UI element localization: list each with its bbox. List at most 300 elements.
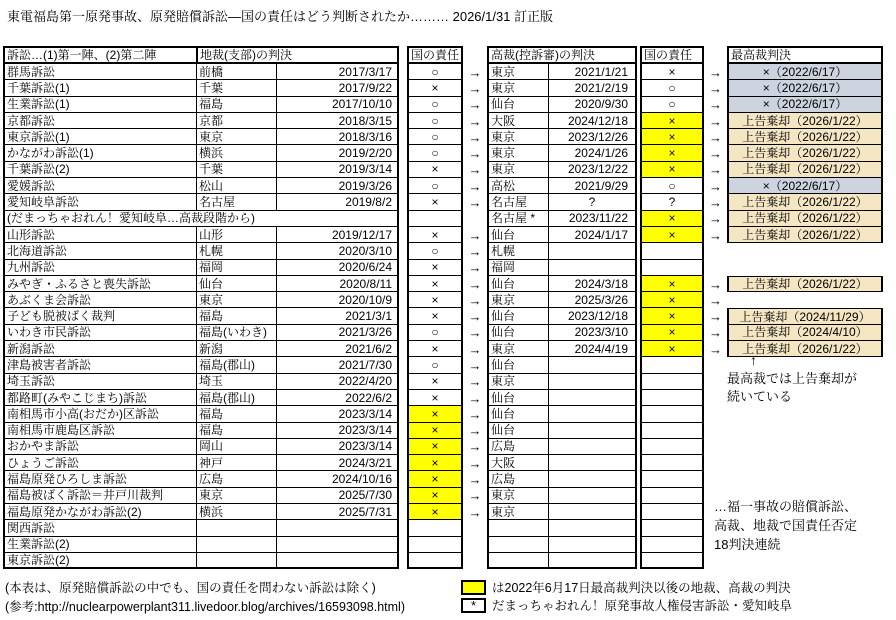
high-responsibility-cell: × — [640, 211, 704, 227]
arrow-right-icon: → — [468, 178, 482, 194]
table-header-row — [3, 46, 883, 64]
district-responsibility-cell: × — [407, 308, 463, 324]
suit-name-cell: 福島原発ひろしま訴訟 — [3, 471, 197, 487]
district-court-location-cell: 福島 — [197, 423, 277, 439]
high-court-location-cell: 仙台 — [487, 227, 549, 243]
district-court-date-cell — [277, 537, 399, 553]
high-court-location-cell: 仙台 — [487, 308, 549, 324]
spacer — [399, 113, 407, 129]
table-row — [3, 211, 883, 227]
table-row — [3, 162, 883, 178]
table-row — [3, 243, 883, 259]
district-court-date-cell: 2017/10/10 — [277, 97, 399, 113]
high-responsibility-cell: × — [640, 129, 704, 145]
high-responsibility-cell: × — [640, 276, 704, 292]
arrow-right-icon: → — [709, 97, 722, 113]
high-responsibility-cell — [640, 439, 704, 455]
table-row — [3, 292, 883, 308]
district-court-date-cell: 2021/3/26 — [277, 325, 399, 341]
side-note-line: 高裁、地裁で国責任否定 — [714, 518, 858, 533]
suit-name-cell: (だまっちゃおれん！愛知岐阜…高裁段階から) — [3, 211, 399, 227]
arrow-right-icon: → — [709, 195, 722, 211]
arrow-right-icon: → — [468, 309, 482, 325]
high-responsibility-cell — [640, 423, 704, 439]
header-supreme-court: 最高裁判決 — [727, 46, 883, 64]
high-court-date-cell: 2023/11/22 — [549, 211, 637, 227]
district-responsibility-cell: × — [407, 471, 463, 487]
high-court-location-cell — [487, 520, 549, 536]
district-responsibility-cell: × — [407, 423, 463, 439]
district-court-location-cell: 名古屋 — [197, 194, 277, 210]
district-responsibility-cell: × — [407, 80, 463, 96]
arrow-right-icon: → — [468, 162, 482, 178]
arrow-right-icon: → — [468, 455, 482, 471]
high-responsibility-cell: × — [640, 308, 704, 324]
high-court-location-cell: 札幌 — [487, 243, 549, 259]
high-court-location-cell: 東京 — [487, 64, 549, 80]
spacer — [463, 537, 487, 553]
spacer — [463, 553, 487, 569]
arrow-right-icon: → — [468, 374, 482, 390]
high-court-date-cell — [549, 553, 637, 569]
lawsuit-table — [3, 46, 883, 569]
high-responsibility-cell: × — [640, 341, 704, 357]
spacer — [399, 64, 407, 80]
district-responsibility-cell: ○ — [407, 145, 463, 161]
supreme-court-cell: ×（2022/6/17） — [727, 80, 883, 96]
spacer — [704, 374, 727, 390]
district-responsibility-cell: ○ — [407, 178, 463, 194]
table-row — [3, 423, 883, 439]
suit-name-cell: 関西訴訟 — [3, 520, 197, 536]
table-row — [3, 129, 883, 145]
spacer — [399, 211, 407, 227]
arrow-right-icon: → — [468, 423, 482, 439]
suit-name-cell: あぶくま会訴訟 — [3, 292, 197, 308]
supreme-court-cell: 上告棄却（2026/1/22） — [727, 211, 883, 227]
high-court-location-cell: 仙台 — [487, 406, 549, 422]
district-court-date-cell: 2017/3/17 — [277, 64, 399, 80]
supreme-court-cell: 上告棄却（2026/1/22） — [727, 113, 883, 129]
high-responsibility-cell — [640, 488, 704, 504]
high-court-location-cell: 東京 — [487, 145, 549, 161]
district-court-location-cell: 東京 — [197, 292, 277, 308]
suit-name-cell: 愛知岐阜訴訟 — [3, 194, 197, 210]
high-court-date-cell: 2024/1/17 — [549, 227, 637, 243]
high-court-location-cell: 広島 — [487, 471, 549, 487]
high-court-date-cell — [549, 243, 637, 259]
district-responsibility-cell: × — [407, 260, 463, 276]
spacer — [399, 145, 407, 161]
supreme-court-cell — [727, 471, 883, 487]
spacer — [704, 390, 727, 406]
suit-name-cell: 新潟訴訟 — [3, 341, 197, 357]
spacer — [704, 260, 727, 276]
arrow-right-icon: → — [709, 227, 722, 243]
high-court-location-cell: 仙台 — [487, 276, 549, 292]
suit-name-cell: 子ども脱被ばく裁判 — [3, 308, 197, 324]
legend-asterisk-box: * — [461, 598, 486, 613]
high-court-date-cell — [549, 520, 637, 536]
spacer — [399, 80, 407, 96]
high-court-location-cell: 仙台 — [487, 97, 549, 113]
district-court-date-cell: 2023/3/14 — [277, 406, 399, 422]
district-responsibility-cell: × — [407, 455, 463, 471]
district-responsibility-cell — [407, 520, 463, 536]
spacer — [463, 46, 487, 64]
district-responsibility-cell: × — [407, 374, 463, 390]
arrow-right-icon: → — [709, 113, 722, 129]
arrow-right-icon: → — [468, 146, 482, 162]
district-responsibility-cell: ○ — [407, 325, 463, 341]
spacer — [704, 406, 727, 422]
footnote-reference-url: (参考:http://nuclearpowerplant311.livedoor.blog/archives/16593098.html) — [5, 600, 406, 614]
arrow-right-icon: → — [468, 472, 482, 488]
district-court-date-cell: 2017/9/22 — [277, 80, 399, 96]
high-court-date-cell: 2025/3/26 — [549, 292, 637, 308]
spacer — [399, 455, 407, 471]
high-responsibility-cell: × — [640, 227, 704, 243]
footnote-scope: (本表は、原発賠償訴訟の中でも、国の責任を問わない訴訟は除く) — [5, 581, 376, 595]
supreme-court-cell — [727, 423, 883, 439]
district-responsibility-cell — [407, 211, 463, 227]
table-row — [3, 325, 883, 341]
high-court-date-cell — [549, 357, 637, 373]
spacer — [399, 488, 407, 504]
page-title: 東電福島第一原発事故、原発賠償訴訟―国の責任はどう判断されたか……… 2026/1/31 訂正版 — [7, 9, 554, 24]
high-responsibility-cell: ○ — [640, 80, 704, 96]
district-court-location-cell: 福島 — [197, 406, 277, 422]
supreme-court-cell: 上告棄却（2026/1/22） — [727, 227, 883, 243]
district-court-location-cell: 福島(いわき) — [197, 325, 277, 341]
district-court-location-cell: 福島(郡山) — [197, 390, 277, 406]
high-court-date-cell: 2024/12/18 — [549, 113, 637, 129]
suit-name-cell: 北海道訴訟 — [3, 243, 197, 259]
arrow-right-icon: → — [468, 390, 482, 406]
suit-name-cell: 千葉訴訟(1) — [3, 80, 197, 96]
spacer — [399, 276, 407, 292]
high-court-location-cell: 仙台 — [487, 325, 549, 341]
district-court-date-cell: 2019/3/14 — [277, 162, 399, 178]
high-court-location-cell: 高松 — [487, 178, 549, 194]
high-responsibility-cell: ○ — [640, 178, 704, 194]
high-court-date-cell: 2020/9/30 — [549, 97, 637, 113]
high-court-location-cell: 東京 — [487, 374, 549, 390]
arrow-right-icon: → — [468, 80, 482, 96]
district-responsibility-cell: × — [407, 390, 463, 406]
spacer — [399, 357, 407, 373]
high-responsibility-cell: ○ — [640, 97, 704, 113]
district-court-location-cell — [197, 520, 277, 536]
supreme-court-cell: 上告棄却（2026/1/22） — [727, 194, 883, 210]
district-responsibility-cell: ○ — [407, 113, 463, 129]
spacer — [399, 325, 407, 341]
district-responsibility-cell: × — [407, 292, 463, 308]
high-responsibility-cell — [640, 553, 704, 569]
spacer — [399, 260, 407, 276]
spacer — [399, 194, 407, 210]
high-court-date-cell: 2024/3/18 — [549, 276, 637, 292]
table-row — [3, 227, 883, 243]
suit-name-cell: かながわ訴訟(1) — [3, 145, 197, 161]
district-responsibility-cell: × — [407, 406, 463, 422]
arrow-right-icon: → — [468, 243, 482, 259]
arrow-right-icon: → — [468, 357, 482, 373]
district-court-date-cell: 2018/3/15 — [277, 113, 399, 129]
high-court-location-cell: 仙台 — [487, 423, 549, 439]
arrow-right-icon: → — [709, 146, 722, 162]
arrow-right-icon: → — [709, 292, 722, 308]
district-responsibility-cell: × — [407, 341, 463, 357]
table-row — [3, 276, 883, 292]
spacer — [399, 97, 407, 113]
high-court-date-cell — [549, 504, 637, 520]
arrow-right-icon: → — [468, 504, 482, 520]
high-responsibility-cell — [640, 520, 704, 536]
header-state-responsibility-district: 国の責任 — [407, 46, 463, 64]
supreme-court-cell — [727, 553, 883, 569]
high-court-date-cell: 2023/12/22 — [549, 162, 637, 178]
district-court-location-cell: 仙台 — [197, 276, 277, 292]
arrow-right-icon: → — [709, 64, 722, 80]
district-responsibility-cell: × — [407, 162, 463, 178]
arrow-right-icon: → — [709, 80, 722, 96]
supreme-court-cell: ×（2022/6/17） — [727, 64, 883, 80]
header-suit-column: 訴訟…(1)第一陣、(2)第二陣 — [3, 46, 197, 64]
suit-name-cell: 京都訴訟 — [3, 113, 197, 129]
district-court-date-cell — [277, 553, 399, 569]
spacer — [704, 439, 727, 455]
high-responsibility-cell — [640, 260, 704, 276]
high-responsibility-cell: × — [640, 292, 704, 308]
arrow-right-icon: → — [468, 439, 482, 455]
arrow-right-icon: → — [709, 211, 722, 227]
supreme-court-cell — [727, 439, 883, 455]
suit-name-cell: 愛媛訴訟 — [3, 178, 197, 194]
spacer — [704, 46, 727, 64]
supreme-court-cell — [727, 292, 883, 308]
table-row — [3, 64, 883, 80]
high-responsibility-cell: × — [640, 64, 704, 80]
high-court-date-cell — [549, 374, 637, 390]
district-court-date-cell: 2020/8/11 — [277, 276, 399, 292]
table-row — [3, 471, 883, 487]
district-court-location-cell: 東京 — [197, 129, 277, 145]
spacer — [399, 162, 407, 178]
district-responsibility-cell: ○ — [407, 129, 463, 145]
table-row — [3, 194, 883, 210]
high-court-location-cell: 仙台 — [487, 390, 549, 406]
district-responsibility-cell: × — [407, 194, 463, 210]
supreme-court-cell — [727, 406, 883, 422]
district-responsibility-cell — [407, 537, 463, 553]
district-court-location-cell: 千葉 — [197, 80, 277, 96]
suit-name-cell: 東京訴訟(2) — [3, 553, 197, 569]
arrow-right-icon: → — [468, 64, 482, 80]
spacer — [399, 439, 407, 455]
suit-name-cell: おかやま訴訟 — [3, 439, 197, 455]
district-court-date-cell: 2021/6/2 — [277, 341, 399, 357]
high-court-location-cell: 東京 — [487, 80, 549, 96]
side-note-line: 18判決連続 — [714, 537, 781, 552]
high-court-date-cell: 2021/9/29 — [549, 178, 637, 194]
table-row — [3, 80, 883, 96]
table-row — [3, 178, 883, 194]
high-responsibility-cell — [640, 243, 704, 259]
suit-name-cell: 都路町(みやこじまち)訴訟 — [3, 390, 197, 406]
district-court-date-cell: 2022/4/20 — [277, 374, 399, 390]
table-row — [3, 439, 883, 455]
side-note-line: …福一事故の賠償訴訟、 — [714, 499, 858, 514]
spacer — [399, 308, 407, 324]
high-court-date-cell — [549, 471, 637, 487]
high-court-location-cell: 東京 — [487, 162, 549, 178]
arrow-right-icon: → — [709, 325, 722, 341]
district-responsibility-cell: ○ — [407, 97, 463, 113]
high-responsibility-cell — [640, 374, 704, 390]
district-court-location-cell: 福島 — [197, 97, 277, 113]
high-responsibility-cell — [640, 390, 704, 406]
spacer — [704, 357, 727, 373]
arrow-right-icon: → — [709, 129, 722, 145]
high-court-date-cell: 2021/2/19 — [549, 80, 637, 96]
high-court-location-cell — [487, 537, 549, 553]
high-responsibility-cell — [640, 455, 704, 471]
suit-name-cell: ひょうご訴訟 — [3, 455, 197, 471]
high-responsibility-cell: × — [640, 325, 704, 341]
high-court-date-cell: 2023/12/26 — [549, 129, 637, 145]
arrow-right-icon: → — [709, 276, 722, 292]
district-court-location-cell: 前橋 — [197, 64, 277, 80]
high-court-date-cell — [549, 439, 637, 455]
district-court-date-cell: 2020/3/10 — [277, 243, 399, 259]
spacer — [399, 129, 407, 145]
high-responsibility-cell — [640, 406, 704, 422]
suit-name-cell: 千葉訴訟(2) — [3, 162, 197, 178]
supreme-court-cell — [727, 243, 883, 259]
district-court-location-cell: 新潟 — [197, 341, 277, 357]
arrow-right-icon: → — [709, 178, 722, 194]
district-court-location-cell: 福岡 — [197, 260, 277, 276]
district-court-location-cell — [197, 553, 277, 569]
district-court-location-cell: 岡山 — [197, 439, 277, 455]
supreme-court-cell: 上告棄却（2026/1/22） — [727, 162, 883, 178]
supreme-court-cell: 上告棄却（2026/1/22） — [727, 129, 883, 145]
spacer — [399, 406, 407, 422]
district-court-date-cell: 2019/12/17 — [277, 227, 399, 243]
high-court-date-cell: 2024/1/26 — [549, 145, 637, 161]
supreme-court-cell: 上告棄却（2026/1/22） — [727, 341, 883, 357]
table-row — [3, 260, 883, 276]
high-court-date-cell — [549, 406, 637, 422]
arrow-right-icon: → — [709, 162, 722, 178]
supreme-court-cell: 上告棄却（2024/11/29） — [727, 308, 883, 324]
supreme-note-line: 続いている — [727, 389, 793, 404]
spacer — [399, 227, 407, 243]
arrow-right-icon: → — [468, 260, 482, 276]
district-responsibility-cell: × — [407, 439, 463, 455]
high-court-date-cell — [549, 455, 637, 471]
suit-name-cell: 福島被ばく訴訟＝井戸川裁判 — [3, 488, 197, 504]
spacer — [463, 211, 487, 227]
district-responsibility-cell: ○ — [407, 357, 463, 373]
spacer — [399, 520, 407, 536]
arrow-right-icon: → — [709, 341, 722, 357]
high-court-date-cell — [549, 488, 637, 504]
arrow-right-icon: → — [468, 113, 482, 129]
supreme-note — [727, 370, 857, 406]
supreme-court-cell: ×（2022/6/17） — [727, 178, 883, 194]
spacer — [704, 553, 727, 569]
high-court-date-cell — [549, 423, 637, 439]
suit-name-cell: 九州訴訟 — [3, 260, 197, 276]
table-row — [3, 97, 883, 113]
table-row — [3, 455, 883, 471]
supreme-court-cell: ×（2022/6/17） — [727, 97, 883, 113]
district-court-date-cell: 2022/6/2 — [277, 390, 399, 406]
spacer — [399, 471, 407, 487]
arrow-right-icon: → — [468, 406, 482, 422]
high-court-date-cell: 2023/12/18 — [549, 308, 637, 324]
header-state-responsibility-high: 国の責任 — [640, 46, 704, 64]
high-court-date-cell: 2023/3/10 — [549, 325, 637, 341]
side-note — [714, 497, 857, 554]
high-court-date-cell: 2021/1/21 — [549, 64, 637, 80]
spacer — [399, 341, 407, 357]
district-court-date-cell — [277, 520, 399, 536]
spacer — [399, 504, 407, 520]
high-responsibility-cell: × — [640, 145, 704, 161]
arrow-right-icon: → — [468, 341, 482, 357]
legend-yellow-swatch — [461, 580, 486, 595]
high-responsibility-cell — [640, 357, 704, 373]
supreme-court-cell: 上告棄却（2026/1/22） — [727, 276, 883, 292]
suit-name-cell: 生業訴訟(2) — [3, 537, 197, 553]
high-court-location-cell: 東京 — [487, 488, 549, 504]
spacer — [463, 520, 487, 536]
district-court-location-cell: 横浜 — [197, 145, 277, 161]
district-court-date-cell: 2018/3/16 — [277, 129, 399, 145]
high-court-date-cell: ? — [549, 194, 637, 210]
district-responsibility-cell — [407, 553, 463, 569]
legend-yellow — [461, 578, 791, 596]
district-court-location-cell: 東京 — [197, 488, 277, 504]
supreme-court-cell: 上告棄却（2026/1/22） — [727, 145, 883, 161]
district-responsibility-cell: ○ — [407, 243, 463, 259]
district-court-date-cell: 2021/7/30 — [277, 357, 399, 373]
high-responsibility-cell: × — [640, 113, 704, 129]
spacer — [399, 423, 407, 439]
spacer — [399, 390, 407, 406]
suit-name-cell: 福島原発かながわ訴訟(2) — [3, 504, 197, 520]
high-court-location-cell — [487, 553, 549, 569]
district-court-date-cell: 2020/6/24 — [277, 260, 399, 276]
arrow-right-icon: → — [468, 292, 482, 308]
district-court-date-cell: 2020/10/9 — [277, 292, 399, 308]
spacer — [399, 292, 407, 308]
header-district-court: 地裁(支部)の判決 — [197, 46, 399, 64]
legend-asterisk-text: だまっちゃおれん！原発事故人権侵害訴訟・愛知岐阜 — [492, 599, 793, 613]
suit-name-cell: 津島被害者訴訟 — [3, 357, 197, 373]
high-court-date-cell — [549, 537, 637, 553]
spacer — [704, 423, 727, 439]
district-court-location-cell: 福島(郡山) — [197, 357, 277, 373]
table-row — [3, 406, 883, 422]
arrow-right-icon: → — [468, 488, 482, 504]
arrow-right-icon: → — [468, 97, 482, 113]
district-responsibility-cell: × — [407, 276, 463, 292]
district-court-date-cell: 2025/7/30 — [277, 488, 399, 504]
